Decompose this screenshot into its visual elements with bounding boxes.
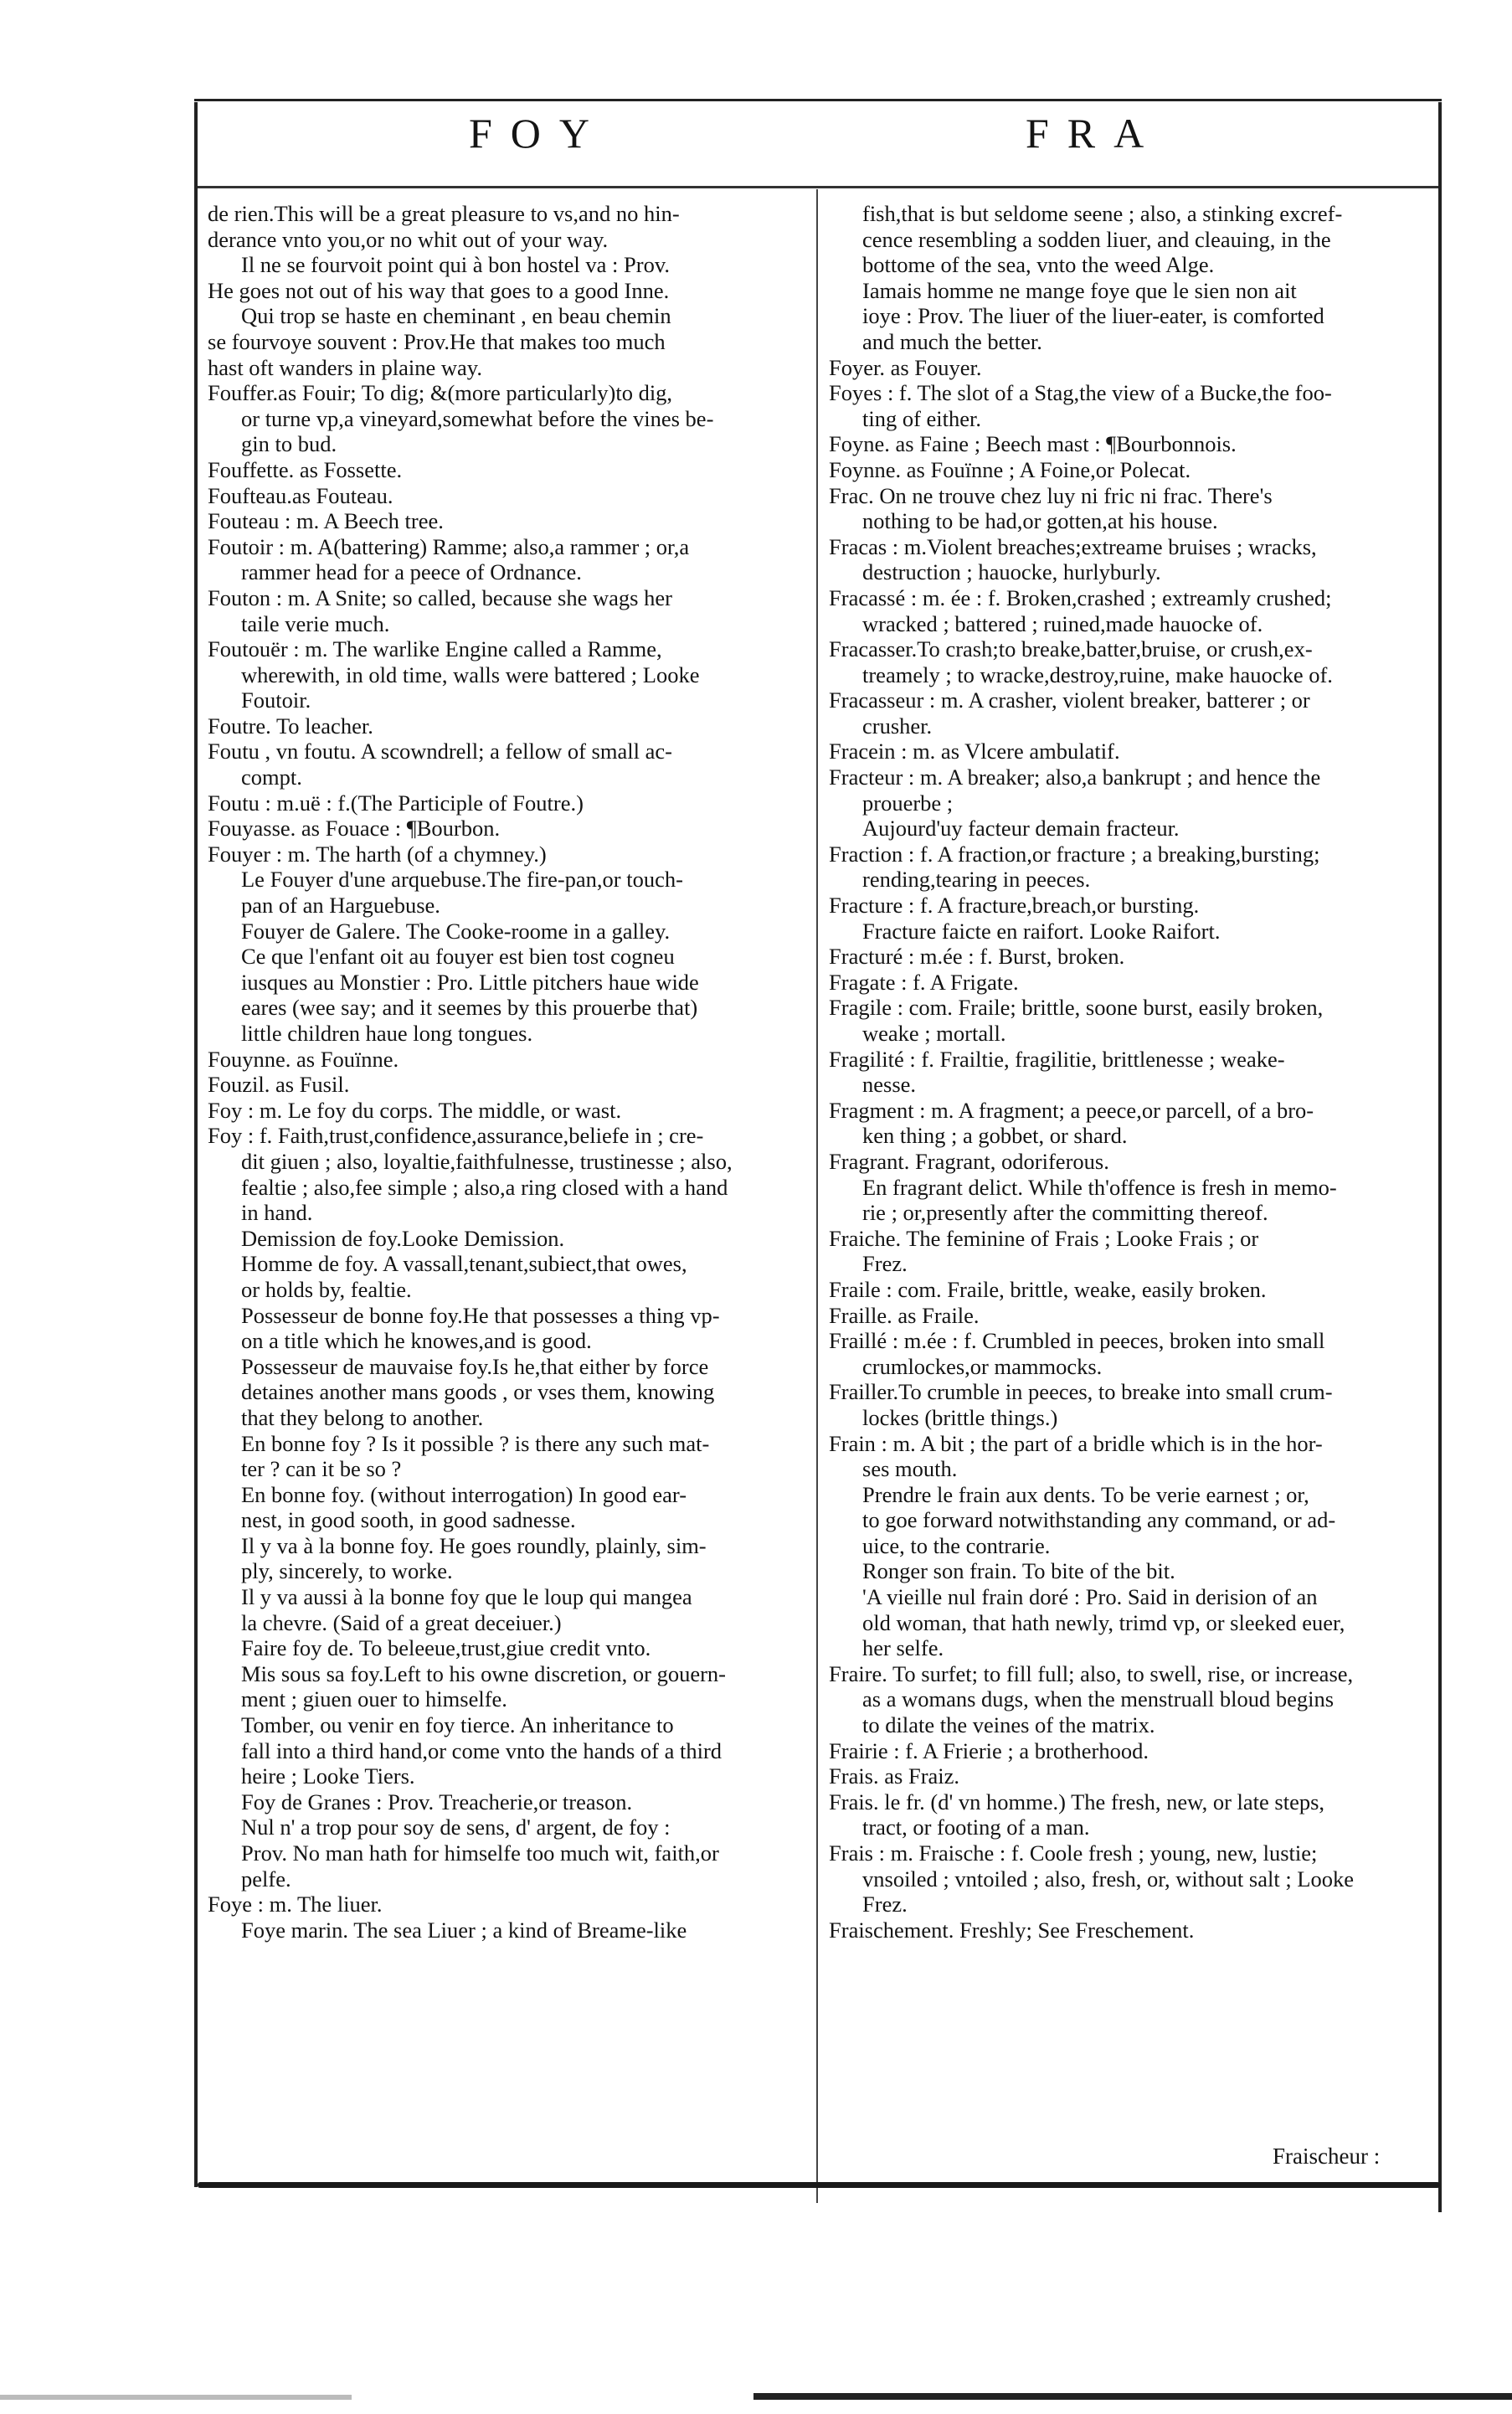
entry-headword-line: Fraile : com. Fraile, brittle, weake, easily broken.: [829, 1276, 1267, 1302]
entry-headword-line: Frais. le fr. (d' vn homme.) The fresh, new, or late steps,: [829, 1789, 1325, 1814]
entry-line: derance vnto you,or no whit out of your way.: [208, 226, 609, 252]
entry-headword-line: Fraction : f. A fraction,or fracture ; a breaking,bursting;: [829, 841, 1320, 867]
entry-line: Homme de foy. A vassall,tenant,subiect,that owes,: [241, 1251, 687, 1277]
entry-line: En fragrant delict. While th'offence is fresh in memo-: [862, 1174, 1337, 1200]
entry-headword-line: Foutu : m.uë : f.(The Participle of Foutre.): [208, 790, 584, 816]
entry-headword-line: Foyne. as Faine ; Beech mast : ¶Bourbonnois.: [829, 431, 1237, 457]
entry-line: compt.: [241, 764, 302, 790]
entry-line: En bonne foy ? Is it possible ? is there any such mat-: [241, 1430, 710, 1456]
entry-headword-line: Foutouër : m. The warlike Engine called a Ramme,: [208, 636, 662, 662]
entry-headword-line: Fouffette. as Fossette.: [208, 456, 403, 482]
entry-headword-line: Fouteau : m. A Beech tree.: [208, 508, 444, 534]
entry-headword-line: Frain : m. A bit ; the part of a bridle which is in the hor-: [829, 1430, 1323, 1456]
entry-line: or turne vp,a vineyard,somewhat before the vines be-: [241, 405, 714, 431]
entry-line: En bonne foy. (without interrogation) In good ear-: [241, 1481, 687, 1507]
running-head-left: FOY: [469, 110, 609, 157]
entry-line: cence resembling a sodden liuer, and cleauing, in the: [862, 226, 1331, 252]
entry-line: pelfe.: [241, 1866, 291, 1892]
entry-line: ter ? can it be so ?: [241, 1456, 402, 1482]
entry-line: fall into a third hand,or come vnto the hands of a third: [241, 1737, 723, 1763]
entry-line: gin to bud.: [241, 431, 337, 457]
entry-headword-line: Fouynne. as Fouïnne.: [208, 1046, 399, 1072]
entry-headword-line: Foufteau.as Fouteau.: [208, 482, 393, 508]
entry-headword-line: Fragate : f. A Frigate.: [829, 969, 1019, 995]
entry-headword-line: Foutoir : m. A(battering) Ramme; also,a rammer ; or,a: [208, 533, 690, 559]
running-head-right: FRA: [1026, 110, 1163, 157]
entry-line: Frez.: [862, 1251, 908, 1277]
entry-headword-line: Foynne. as Fouïnne ; A Foine,or Polecat.: [829, 456, 1191, 482]
entry-headword-line: Fracturé : m.ée : f. Burst, broken.: [829, 944, 1125, 970]
entry-line: Il ne se fourvoit point qui à bon hostel va : Prov.: [241, 252, 671, 278]
entry-headword-line: Foy : m. Le foy du corps. The middle, or wast.: [208, 1097, 622, 1123]
entry-headword-line: Fraiche. The feminine of Frais ; Looke Frais ; or: [829, 1225, 1259, 1251]
entry-line: Le Fouyer d'une arquebuse.The fire-pan,or touch-: [241, 867, 683, 893]
entry-line: on a title which he knowes,and is good.: [241, 1328, 592, 1354]
entry-headword-line: Foyes : f. The slot of a Stag,the view of a Bucke,the foo-: [829, 380, 1332, 406]
entry-line: in hand.: [241, 1200, 313, 1226]
entry-line: little children haue long tongues.: [241, 1021, 533, 1046]
entry-line: ment ; giuen ouer to himselfe.: [241, 1686, 507, 1712]
entry-line: lockes (brittle things.): [862, 1404, 1058, 1430]
entry-line: wracked ; battered ; ruined,made hauocke of.: [862, 610, 1263, 636]
entry-line: Tomber, ou venir en foy tierce. An inheritance to: [241, 1712, 674, 1738]
entry-line: fealtie ; also,fee simple ; also,a ring closed with a hand: [241, 1174, 728, 1200]
entry-line: Il y va aussi à la bonne foy que le loup qui mangea: [241, 1584, 692, 1610]
entry-line: weake ; mortall.: [862, 1021, 1006, 1046]
entry-line: fish,that is but seldome seene ; also, a stinking excref-: [862, 201, 1343, 226]
catchword: Fraischeur :: [1273, 2144, 1381, 2169]
entry-line: la chevre. (Said of a great deceiuer.): [241, 1609, 562, 1635]
entry-line: iusques au Monstier : Pro. Little pitchers haue wide: [241, 969, 699, 995]
entry-headword-line: Fouyer : m. The harth (of a chymney.): [208, 841, 547, 867]
entry-line: Il y va à la bonne foy. He goes roundly, plainly, sim-: [241, 1532, 707, 1558]
entry-line: Aujourd'uy facteur demain fracteur.: [862, 816, 1180, 842]
entry-line: that they belong to another.: [241, 1404, 484, 1430]
entry-line: Possesseur de bonne foy.He that possesses a thing vp-: [241, 1302, 720, 1328]
entry-line: Iamais homme ne mange foye que le sien non ait: [862, 277, 1297, 303]
entry-headword-line: Fouton : m. A Snite; so called, because she wags her: [208, 584, 672, 610]
entry-line: prouerbe ;: [862, 790, 954, 816]
entry-line: destruction ; hauocke, hurlyburly.: [862, 559, 1161, 585]
entry-headword-line: Fracasser.To crash;to breake,batter,bruise, or crush,ex-: [829, 636, 1313, 662]
entry-line: to goe forward notwithstanding any command, or ad-: [862, 1507, 1336, 1533]
entry-line: Faire foy de. To beleeue,trust,giue credit vnto.: [241, 1635, 651, 1661]
left-column: [208, 201, 810, 1943]
entry-line: treamely ; to wracke,destroy,ruine, make hauocke of.: [862, 661, 1333, 687]
entry-line: Prov. No man hath for himselfe too much wit, faith,or: [241, 1840, 719, 1866]
entry-line: ses mouth.: [862, 1456, 958, 1482]
entry-line: rammer head for a peece of Ordnance.: [241, 559, 582, 585]
entry-line: ioye : Prov. The liuer of the liuer-eater, is comforted: [862, 303, 1324, 329]
scan-edge-marks: [0, 2385, 1512, 2413]
entry-headword-line: Fracteur : m. A breaker; also,a bankrupt ; and hence the: [829, 764, 1321, 790]
entry-line: pan of an Harguebuse.: [241, 893, 440, 919]
entry-line: hast oft wanders in plaine way.: [208, 354, 482, 380]
entry-line: bottome of the sea, vnto the weed Alge.: [862, 252, 1215, 278]
entry-headword-line: Fracassé : m. ée : f. Broken,crashed ; extreamly crushed;: [829, 584, 1332, 610]
entry-headword-line: Fraille. as Fraile.: [829, 1302, 980, 1328]
entry-line: Prendre le frain aux dents. To be verie earnest ; or,: [862, 1481, 1309, 1507]
entry-line: and much the better.: [862, 328, 1042, 354]
entry-line: Possesseur de mauvaise foy.Is he,that either by force: [241, 1353, 709, 1379]
entry-headword-line: Fracture : f. A fracture,breach,or bursting.: [829, 893, 1200, 919]
entry-line: her selfe.: [862, 1635, 944, 1661]
entry-line: ken thing ; a gobbet, or shard.: [862, 1123, 1128, 1149]
entry-line: Demission de foy.Looke Demission.: [241, 1225, 565, 1251]
entry-headword-line: Frairie : f. A Frierie ; a brotherhood.: [829, 1737, 1149, 1763]
entry-line: tract, or footing of a man.: [862, 1814, 1090, 1840]
entry-headword-line: Fracasseur : m. A crasher, violent breaker, batterer ; or: [829, 687, 1310, 713]
entry-line: 'A vieille nul frain doré : Pro. Said in derision of an: [862, 1584, 1318, 1610]
entry-headword-line: Fracein : m. as Vlcere ambulatif.: [829, 739, 1120, 764]
entry-headword-line: Fouzil. as Fusil.: [208, 1072, 350, 1098]
entry-line: rending,tearing in peeces.: [862, 867, 1091, 893]
entry-headword-line: Fragile : com. Fraile; brittle, soone burst, easily broken,: [829, 995, 1324, 1021]
entry-line: dit giuen ; also, loyaltie,faithfulnesse, trustinesse ; also,: [241, 1148, 733, 1174]
entry-line: detaines another mans goods , or vses them, knowing: [241, 1379, 715, 1405]
entry-line: Foy de Granes : Prov. Treacherie,or treason.: [241, 1789, 633, 1814]
entry-line: or holds by, fealtie.: [241, 1276, 412, 1302]
entry-line: eares (wee say; and it seemes by this prouerbe that): [241, 995, 698, 1021]
header-rule: [198, 186, 1438, 188]
entry-headword-line: Foyer. as Fouyer.: [829, 354, 982, 380]
entry-line: uice, to the contrarie.: [862, 1532, 1051, 1558]
entry-line: He goes not out of his way that goes to a good Inne.: [208, 277, 670, 303]
entry-headword-line: Frais : m. Fraische : f. Coole fresh ; young, new, lustie;: [829, 1840, 1318, 1866]
entry-line: ply, sincerely, to worke.: [241, 1558, 453, 1584]
entry-headword-line: Fracas : m.Violent breaches;extreame bruises ; wracks,: [829, 533, 1317, 559]
entry-headword-line: Fraillé : m.ée : f. Crumbled in peeces, broken into small: [829, 1328, 1325, 1354]
entry-line: old woman, that hath newly, trimd vp, or sleeked euer,: [862, 1609, 1345, 1635]
entry-line: se fourvoye souvent : Prov.He that makes too much: [208, 328, 666, 354]
entry-headword-line: Foutre. To leacher.: [208, 713, 373, 739]
entry-line: rie ; or,presently after the committing thereof.: [862, 1200, 1268, 1226]
entry-headword-line: Fouyasse. as Fouace : ¶Bourbon.: [208, 816, 501, 842]
entry-headword-line: Fragment : m. A fragment; a peece,or parcell, of a bro-: [829, 1097, 1314, 1123]
entry-headword-line: Fraischement. Freshly; See Freschement.: [829, 1917, 1195, 1943]
entry-headword-line: Fouffer.as Fouir; To dig; &(more particularly)to dig,: [208, 380, 673, 406]
entry-headword-line: Frailler.To crumble in peeces, to breake into small crum-: [829, 1379, 1333, 1405]
entry-line: Fracture faicte en raifort. Looke Raifort.: [862, 918, 1221, 944]
entry-line: Frez.: [862, 1892, 908, 1917]
top-border: [194, 99, 1442, 101]
entry-headword-line: Fragilité : f. Frailtie, fragilitie, brittlenesse ; weake-: [829, 1046, 1285, 1072]
entry-line: ting of either.: [862, 405, 982, 431]
entry-line: de rien.This will be a great pleasure to vs,and no hin-: [208, 201, 680, 226]
entry-line: Qui trop se haste en cheminant , en beau chemin: [241, 303, 671, 329]
entry-line: Foye marin. The sea Liuer ; a kind of Breame-like: [241, 1917, 687, 1943]
entry-line: as a womans dugs, when the menstruall bloud begins: [862, 1686, 1335, 1712]
entry-headword-line: Frac. On ne trouve chez luy ni fric ni frac. There's: [829, 482, 1273, 508]
entry-line: Fouyer de Galere. The Cooke-roome in a galley.: [241, 918, 671, 944]
entry-line: wherewith, in old time, walls were battered ; Looke: [241, 661, 700, 687]
entry-line: nothing to be had,or gotten,at his house.: [862, 508, 1218, 534]
entry-line: Ronger son frain. To bite of the bit.: [862, 1558, 1175, 1584]
entry-line: taile verie much.: [241, 610, 390, 636]
right-border: [1438, 102, 1442, 2212]
entry-line: Mis sous sa foy.Left to his owne discretion, or gouern-: [241, 1660, 726, 1686]
entry-line: Nul n' a trop pour soy de sens, d' argent, de foy :: [241, 1814, 671, 1840]
entry-line: Foutoir.: [241, 687, 311, 713]
right-column: [829, 201, 1428, 1943]
entry-line: nesse.: [862, 1072, 917, 1098]
entry-line: vnsoiled ; vntoiled ; also, fresh, or, without salt ; Looke: [862, 1866, 1355, 1892]
entry-headword-line: Frais. as Fraiz.: [829, 1763, 960, 1789]
left-border: [194, 102, 198, 2187]
entry-line: to dilate the veines of the matrix.: [862, 1712, 1155, 1738]
entry-headword-line: Fragrant. Fragrant, odoriferous.: [829, 1148, 1109, 1174]
bottom-border: [198, 2182, 1440, 2188]
entry-line: nest, in good sooth, in good sadnesse.: [241, 1507, 576, 1533]
entry-line: crumlockes,or mammocks.: [862, 1353, 1103, 1379]
entry-headword-line: Foye : m. The liuer.: [208, 1892, 383, 1917]
column-divider: [816, 189, 818, 2203]
entry-line: Ce que l'enfant oit au fouyer est bien tost cogneu: [241, 944, 675, 970]
entry-line: crusher.: [862, 713, 933, 739]
entry-line: heire ; Looke Tiers.: [241, 1763, 415, 1789]
entry-headword-line: Foutu , vn foutu. A scowndrell; a fellow of small ac-: [208, 739, 672, 764]
entry-headword-line: Fraire. To surfet; to fill full; also, to swell, rise, or increase,: [829, 1660, 1354, 1686]
entry-headword-line: Foy : f. Faith,trust,confidence,assurance,beliefe in ; cre-: [208, 1123, 704, 1149]
